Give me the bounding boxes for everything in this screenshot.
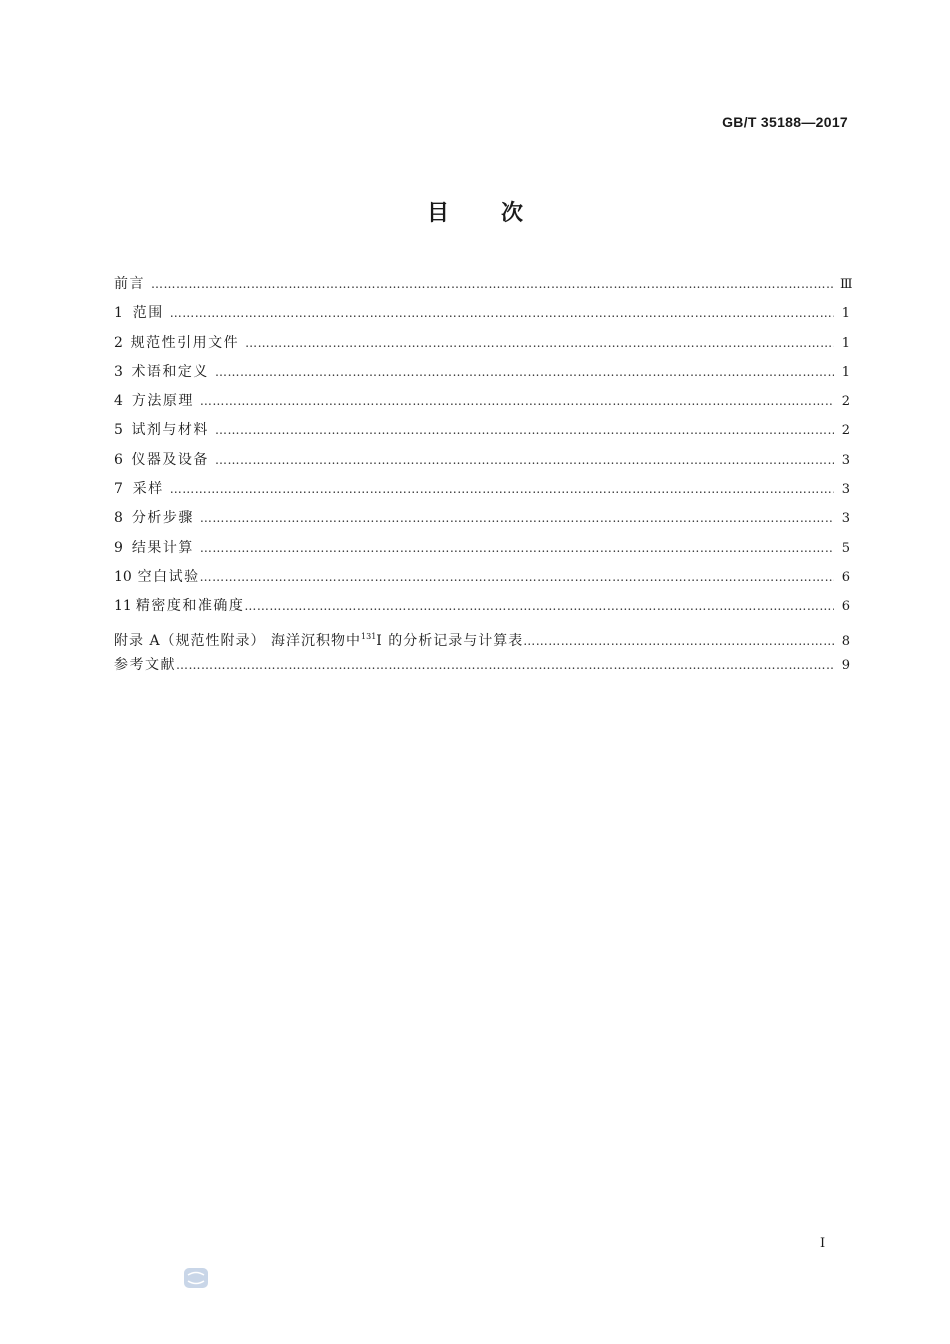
toc-entry-9[interactable]: [114, 534, 850, 563]
toc-entry-6[interactable]: [114, 446, 850, 475]
standard-code: GB/T 35188—2017: [722, 114, 848, 130]
toc-entry-11[interactable]: [114, 592, 850, 621]
toc-entry-label: 结果计算: [131, 539, 194, 556]
toc-entry-number: 7: [114, 481, 123, 498]
toc-leader-dots: [215, 446, 834, 475]
toc-leader-dots: [200, 504, 834, 533]
toc-entry-label: 规范性引用文件: [130, 334, 240, 351]
toc-entry-label: 方法原理: [131, 393, 194, 410]
toc-entry-foreword[interactable]: [114, 270, 853, 299]
toc-entry-8[interactable]: [114, 504, 850, 533]
toc-entry-references[interactable]: [114, 651, 850, 680]
toc-entry-number: 4: [114, 393, 123, 410]
toc-entry-page: 3: [841, 452, 850, 468]
appendix-label-suffix: I 的分析记录与计算表: [376, 632, 524, 649]
toc-entry-page: 2: [841, 423, 850, 439]
toc-entry-number: 9: [114, 539, 123, 556]
toc-entry-label: 术语和定义: [131, 363, 209, 380]
toc-entry-3[interactable]: [114, 358, 850, 387]
toc-entry-label: 仪器及设备: [131, 451, 209, 468]
toc-entry-page: 5: [841, 540, 850, 556]
toc-entry-label: 采样: [132, 481, 164, 498]
appendix-label-prefix: 附录 A（规范性附录） 海洋沉积物中: [114, 632, 362, 649]
toc-entry-page: 3: [841, 482, 850, 498]
toc-entry-number: 2: [114, 334, 123, 351]
toc-entry-7[interactable]: [114, 475, 850, 504]
toc-title: 目次: [426, 201, 575, 226]
toc-entry-number: 8: [114, 510, 123, 527]
toc-entry-label: 范围: [132, 305, 164, 322]
toc-leader-dots: [245, 329, 834, 358]
table-of-contents: [114, 270, 853, 680]
toc-entry-number: 6: [114, 451, 123, 468]
toc-entry-number: 11: [114, 598, 132, 615]
toc-entry-5[interactable]: [114, 416, 850, 445]
toc-leader-dots: [200, 387, 834, 416]
page-number: I: [820, 1236, 826, 1251]
toc-leader-dots: [170, 299, 834, 328]
toc-entry-number: 5: [114, 422, 123, 439]
toc-entry-page: 3: [841, 511, 850, 527]
toc-entry-label: 精密度和准确度: [135, 598, 245, 615]
toc-leader-dots: [200, 534, 834, 563]
toc-entry-page: 8: [841, 633, 850, 649]
toc-entry-page: 1: [841, 364, 850, 380]
toc-entry-page: Ⅲ: [840, 277, 853, 292]
toc-entry-label: 空白试验: [137, 568, 200, 585]
toc-entry-page: 6: [841, 599, 850, 615]
toc-entry-label: 分析步骤: [131, 510, 194, 527]
toc-entry-number: 3: [114, 363, 123, 380]
toc-entry-page: 9: [841, 657, 850, 673]
toc-entry-page: 2: [841, 394, 850, 410]
toc-entry-appendix-a[interactable]: [114, 622, 850, 651]
toc-leader-dots: [200, 563, 834, 592]
toc-leader-dots: [176, 651, 834, 680]
toc-entry-page: 1: [841, 306, 850, 322]
toc-entry-10[interactable]: [114, 563, 850, 592]
toc-leader-dots: [215, 358, 834, 387]
toc-leader-dots: [244, 592, 834, 621]
toc-leader-dots: [215, 416, 834, 445]
toc-entry-2[interactable]: [114, 329, 850, 358]
publisher-logo-icon: [183, 1267, 209, 1289]
toc-entry-number: 10: [114, 568, 132, 585]
toc-entry-label: 试剂与材料: [131, 422, 209, 439]
toc-entry-label: 参考文献: [114, 656, 176, 673]
toc-leader-dots: [151, 270, 834, 299]
toc-entry-page: 6: [841, 569, 850, 585]
toc-leader-dots: [170, 475, 834, 504]
toc-entry-1[interactable]: [114, 299, 850, 328]
toc-entry-number: 1: [114, 305, 123, 322]
isotope-mass-number: 131: [361, 631, 377, 641]
toc-entry-label: 前言: [114, 276, 145, 292]
toc-entry-4[interactable]: [114, 387, 850, 416]
toc-entry-page: 1: [841, 335, 850, 351]
